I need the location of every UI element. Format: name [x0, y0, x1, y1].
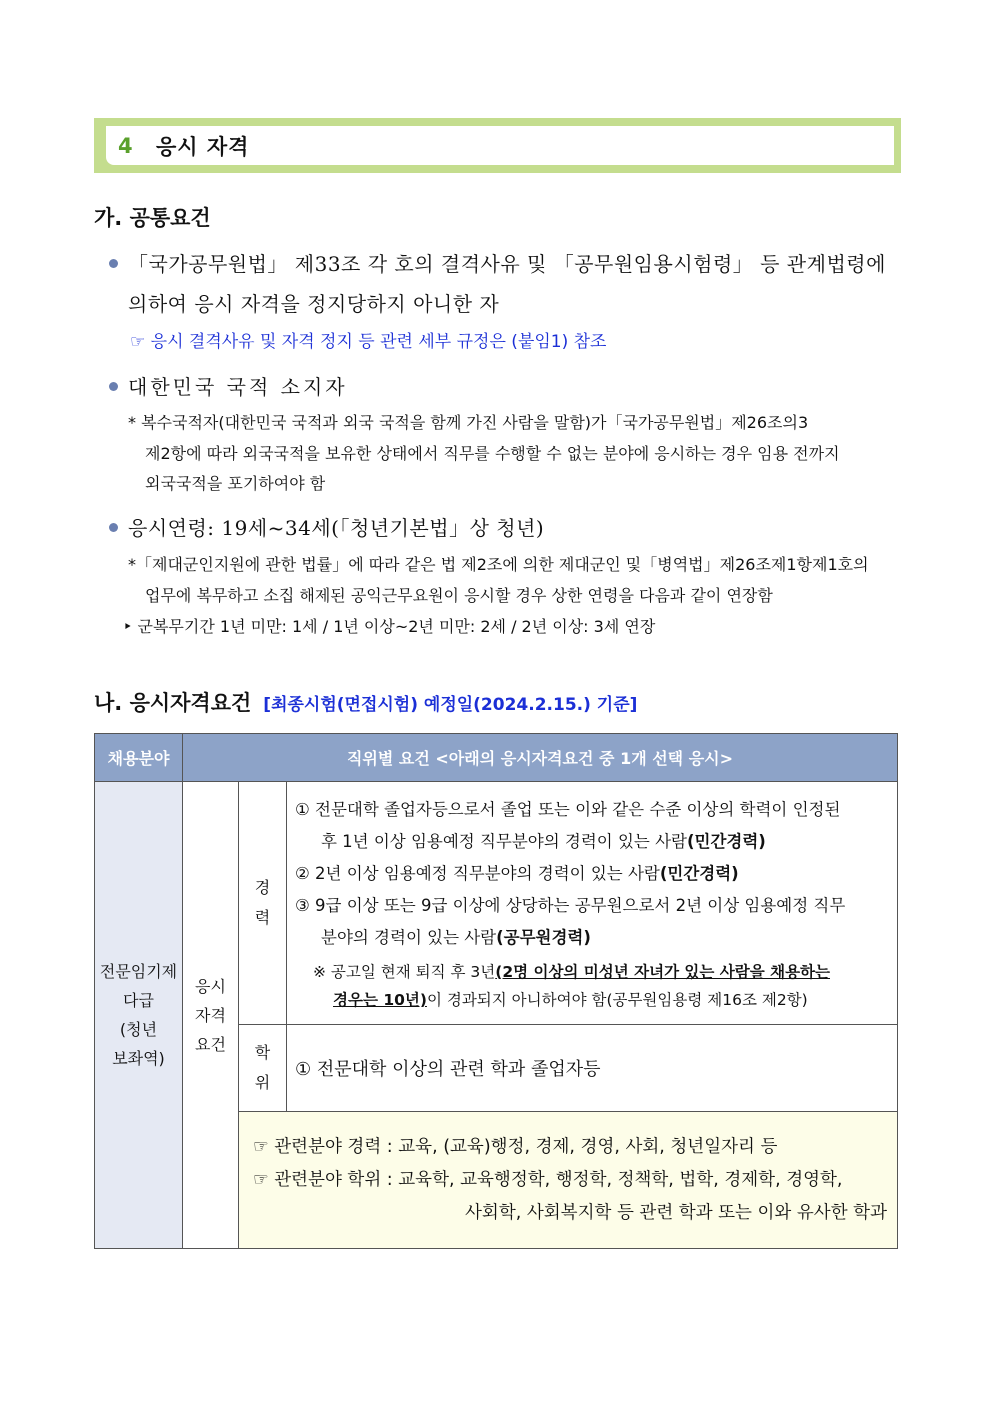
- category-line: (청년: [119, 1020, 158, 1039]
- bullet3-text: 응시연령: 19세~34세(「청년기본법」상 청년): [128, 516, 545, 540]
- degree-label-char: 학: [254, 1043, 271, 1062]
- career-item-3-line1: ③ 9급 이상 또는 9급 이상에 상당하는 공무원으로서 2년 이상 임용예정 직무: [295, 896, 846, 915]
- career-label-char: 력: [254, 908, 271, 927]
- degree-label-cell: [239, 1025, 287, 1112]
- degree-label-char: 위: [254, 1073, 271, 1092]
- header-requirements: 직위별 요건 <아래의 응시자격요건 중 1개 선택 응시>: [183, 734, 898, 782]
- career-item-1-line1: ① 전문대학 졸업자등으로서 졸업 또는 이와 같은 수준 이상의 학력이 인정된: [295, 800, 841, 819]
- section-header-inner: [106, 126, 894, 165]
- bullet1-line2: 의하여 응시 자격을 정지당하지 아니한 자: [128, 292, 500, 316]
- part-b-heading: 나. 응시자격요건: [94, 691, 252, 715]
- bullet3-sub: ‣ 군복무기간 1년 미만: 1세 / 1년 이상~2년 미만: 2세 / 2년 이상: 3세 연장: [123, 617, 656, 636]
- category-cell: [95, 782, 183, 1249]
- career-label-cell: [239, 782, 287, 1025]
- header-category: 채용분야: [95, 734, 183, 782]
- requirement-label-line: 자격: [195, 1005, 226, 1025]
- bullet2-note-line1: * 복수국적자(대한민국 국적과 외국 국적을 함께 가진 사람을 말함)가「국가공무원법」제26조의3: [128, 413, 809, 432]
- bullet-dot-1: [109, 259, 118, 268]
- table-row-career: [95, 782, 898, 1025]
- category-line: 다급: [123, 991, 154, 1010]
- related-fields-cell: [239, 1112, 898, 1249]
- career-label-char: 경: [254, 878, 271, 897]
- career-note-line1: ※ 공고일 현재 퇴직 후 3년(2명 이상의 미성년 자녀가 있는 사람을 채용하는: [313, 963, 830, 981]
- bullet1-line1: 「국가공무원법」 제33조 각 호의 결격사유 및 「공무원임용시험령」 등 관계법령에: [128, 252, 886, 276]
- bullet3-note-line1: *「제대군인지원에 관한 법률」에 따라 같은 법 제2조에 의한 제대군인 및「병역법」제26조제1항제1호의: [128, 555, 869, 574]
- part-a-heading: 가. 공통요건: [94, 206, 211, 230]
- requirement-label-cell: [183, 782, 239, 1249]
- requirement-label-line: 요건: [195, 1034, 226, 1054]
- bullet3-note-line2: 업무에 복무하고 소집 해제된 공익근무요원이 응시할 경우 상한 연령을 다음과 같이 연장함: [145, 586, 773, 605]
- section-title: 응시 자격: [156, 134, 250, 159]
- bullet2-note-line2: 제2항에 따라 외국국적을 보유한 상태에서 직무를 수행할 수 없는 분야에 응시하는 경우 임용 전까지: [145, 444, 840, 463]
- career-items-cell: [287, 782, 898, 1025]
- bullet1-reference: ☞ 응시 결격사유 및 자격 정지 등 관련 세부 규정은 (붙임1) 참조: [130, 332, 607, 352]
- category-line: 전문임기제: [99, 962, 178, 981]
- requirement-label-line: 응시: [195, 976, 226, 996]
- career-item-2: ② 2년 이상 임용예정 직무분야의 경력이 있는 사람(민간경력): [295, 864, 739, 883]
- section-header-box: [94, 118, 901, 173]
- category-line: 보좌역): [112, 1049, 165, 1068]
- bullet2-text: 대한민국 국적 소지자: [128, 375, 348, 399]
- table-header-row: [95, 734, 898, 782]
- career-item-1-line2: 후 1년 이상 임용예정 직무분야의 경력이 있는 사람(민간경력): [321, 832, 766, 851]
- part-b-heading-note: [최종시험(면접시험) 예정일(2024.2.15.) 기준]: [263, 695, 638, 715]
- career-note-line2: 경우는 10년)이 경과되지 아니하여야 함(공무원임용령 제16조 제2항): [333, 991, 808, 1009]
- part-b-heading-row: [94, 687, 637, 717]
- bullet-dot-3: [109, 523, 118, 532]
- bullet2-note-line3: 외국국적을 포기하여야 함: [145, 474, 326, 493]
- related-degree-line1: ☞ 관련분야 학위 : 교육학, 교육행정학, 행정학, 정책학, 법학, 경제학, 경영학,: [253, 1169, 843, 1190]
- related-degree-line2: 사회학, 사회복지학 등 관련 학과 또는 이와 유사한 학과: [465, 1202, 887, 1223]
- degree-item: ① 전문대학 이상의 관련 학과 졸업자등: [287, 1025, 898, 1112]
- related-career: ☞ 관련분야 경력 : 교육, (교육)행정, 경제, 경영, 사회, 청년일자리 등: [253, 1136, 778, 1157]
- requirements-table: [94, 733, 898, 1249]
- bullet-dot-2: [109, 382, 118, 391]
- career-item-3-line2: 분야의 경력이 있는 사람(공무원경력): [321, 928, 591, 947]
- section-number: 4: [118, 133, 133, 158]
